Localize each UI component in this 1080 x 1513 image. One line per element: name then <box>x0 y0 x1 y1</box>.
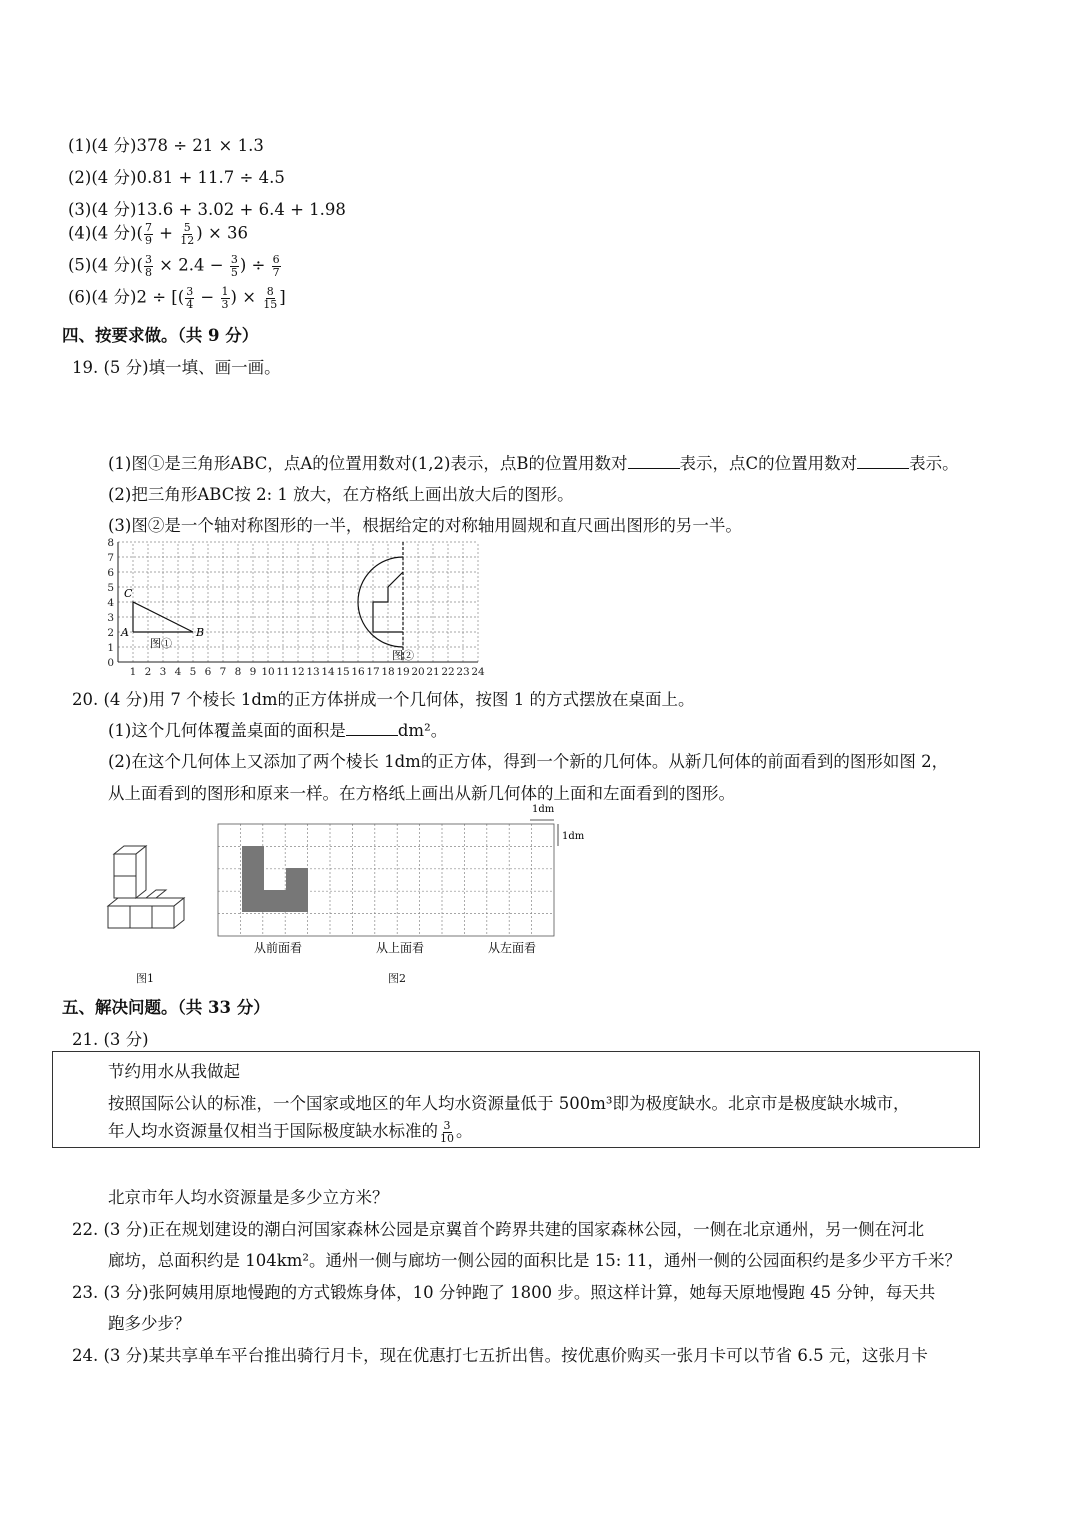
q21-box-title: 节约用水从我做起 <box>108 1062 240 1081</box>
q22-line2: 廊坊，总面积约是 104km²。通州一侧与廊坊一侧公园的面积比是 15: 11，通州一侧的公园面积约是多少平方千米？ <box>108 1251 962 1270</box>
q19-part1: (1)图①是三角形ABC，点A的位置用数对(1,2)表示，点B的位置用数对 表示，点C的位置用数对 表示。 <box>108 454 959 473</box>
q24-line1: 24. (3 分)某共享单车平台推出骑行月卡，现在优惠打七五折出售。按优惠价购买一张月卡可以节省 6.5 元，这张月卡 <box>72 1346 928 1365</box>
q23-line1: 23. (3 分)张阿姨用原地慢跑的方式锻炼身体，10 分钟跑了 1800 步。照这样计算，她每天原地慢跑 45 分钟，每天共 <box>72 1283 936 1302</box>
y-tick-label: 4 <box>107 597 114 609</box>
x-tick-label: 19 <box>396 666 410 678</box>
view-grid <box>218 824 554 936</box>
x-tick-label: 10 <box>261 666 275 678</box>
q21-box-line2: 年人均水资源量仅相当于国际极度缺水标准的 $\frac{3}{10}$ 。 <box>108 1119 473 1145</box>
q20-part1: (1)这个几何体覆盖桌面的面积是 dm²。 <box>108 721 448 740</box>
point-c-label: C <box>124 587 133 600</box>
label-top-view: 从上面看 <box>376 941 425 955</box>
q20-part2-line1: (2)在这个几何体上又添加了两个棱长 1dm的正方体，得到一个新的几何体。从新几何体的前面看到的图形如图 2， <box>108 752 949 771</box>
x-tick-label: 1 <box>129 666 137 678</box>
y-tick-label: 5 <box>107 582 114 594</box>
x-tick-label: 23 <box>456 666 470 678</box>
q20-fig2-label: 图2 <box>388 972 406 985</box>
y-tick-label: 8 <box>107 537 114 549</box>
front-view-shape <box>242 846 308 912</box>
q20-head: 20. (4 分)用 7 个棱长 1dm的正方体拼成一个几何体，按图 1 的方式摆放在桌面上。 <box>72 690 695 709</box>
figure-1-label: 图① <box>150 637 172 650</box>
q23-line2: 跑多少步？ <box>108 1314 191 1333</box>
coordinate-grid <box>118 542 478 662</box>
point-a-label: A <box>121 626 129 639</box>
unit-width-label: 1dm <box>532 804 555 815</box>
label-left-view: 从左面看 <box>488 941 537 955</box>
x-tick-labels <box>130 666 485 678</box>
figure-2-label: 图② <box>392 649 414 662</box>
section-5-title: 五、解决问题。（共 33 分） <box>62 998 270 1017</box>
q22-line1: 22. (3 分)正在规划建设的潮白河国家森林公园是京翼首个跨界共建的国家森林公园，一侧在北京通州，另一侧在河北 <box>72 1220 925 1239</box>
q20-figure-2-grid <box>210 800 590 960</box>
q20-part2-line2: 从上面看到的图形和原来一样。在方格纸上画出从新几何体的上面和左面看到的图形。 <box>108 784 735 803</box>
label-front-view: 从前面看 <box>254 941 303 955</box>
x-tick-label: 21 <box>426 666 440 678</box>
x-tick-label: 20 <box>411 666 425 678</box>
x-tick-label: 11 <box>276 666 290 678</box>
x-tick-label: 15 <box>336 666 350 678</box>
q21-question: 北京市年人均水资源量是多少立方米？ <box>108 1188 389 1207</box>
calc-item-6: (6)(4 分)2 ÷ [( $\frac{3}{4}$ − $\frac{1}{3}$ ) × $\frac{8}{15}$ ] <box>68 285 286 311</box>
q19-part3: (3)图②是一个轴对称图形的一半，根据给定的对称轴用圆规和直尺画出图形的另一半。 <box>108 516 742 535</box>
x-tick-label: 9 <box>249 666 257 678</box>
y-tick-labels <box>107 537 114 669</box>
x-tick-label: 6 <box>204 666 212 678</box>
q21-head: 21. (3 分) <box>72 1030 149 1049</box>
y-tick-label: 3 <box>107 612 114 624</box>
x-tick-label: 8 <box>234 666 242 678</box>
q19-grid-figure <box>100 534 490 680</box>
q20-figure-1-cubes <box>100 836 200 936</box>
y-tick-label: 2 <box>107 627 114 639</box>
q19-head: 19. (5 分)填一填、画一画。 <box>72 358 281 377</box>
x-tick-label: 14 <box>321 666 335 678</box>
x-tick-label: 16 <box>351 666 365 678</box>
calc-item-4: (4)(4 分)( $\frac{7}{9}$ + $\frac{5}{12}$ ) × 36 <box>68 221 249 247</box>
q20-fig1-label: 图1 <box>136 972 154 985</box>
x-tick-label: 22 <box>441 666 455 678</box>
section-4-title: 四、按要求做。（共 9 分） <box>62 326 259 345</box>
x-tick-label: 7 <box>219 666 227 678</box>
point-b-label: B <box>196 626 205 639</box>
x-tick-label: 4 <box>174 666 182 678</box>
x-tick-label: 24 <box>471 666 485 678</box>
unit-height-label: 1dm <box>562 831 585 842</box>
x-tick-label: 13 <box>306 666 320 678</box>
q21-box-line1: 按照国际公认的标准，一个国家或地区的年人均水资源量低于 500m³即为极度缺水。北京市是极度缺水城市， <box>108 1094 910 1113</box>
y-tick-label: 0 <box>107 657 114 669</box>
x-tick-label: 18 <box>381 666 395 678</box>
x-tick-label: 5 <box>189 666 197 678</box>
y-tick-label: 7 <box>107 552 114 564</box>
calc-item-3: (3)(4 分)13.6 + 3.02 + 6.4 + 1.98 <box>68 200 346 219</box>
y-tick-label: 1 <box>107 642 114 654</box>
x-tick-label: 2 <box>144 666 152 678</box>
calc-item-5: (5)(4 分)( $\frac{3}{8}$ × 2.4 − $\frac{3}{5}$ ) ÷ $\frac{6}{7}$ <box>68 253 280 279</box>
calc-item-1: (1)(4 分)378 ÷ 21 × 1.3 <box>68 136 264 155</box>
q19-part2: (2)把三角形ABC按 2: 1 放大，在方格纸上画出放大后的图形。 <box>108 485 574 504</box>
calc-item-2: (2)(4 分)0.81 + 11.7 ÷ 4.5 <box>68 168 285 187</box>
x-tick-label: 3 <box>159 666 167 678</box>
x-tick-label: 17 <box>366 666 380 678</box>
y-tick-label: 6 <box>107 567 114 579</box>
x-tick-label: 12 <box>291 666 305 678</box>
